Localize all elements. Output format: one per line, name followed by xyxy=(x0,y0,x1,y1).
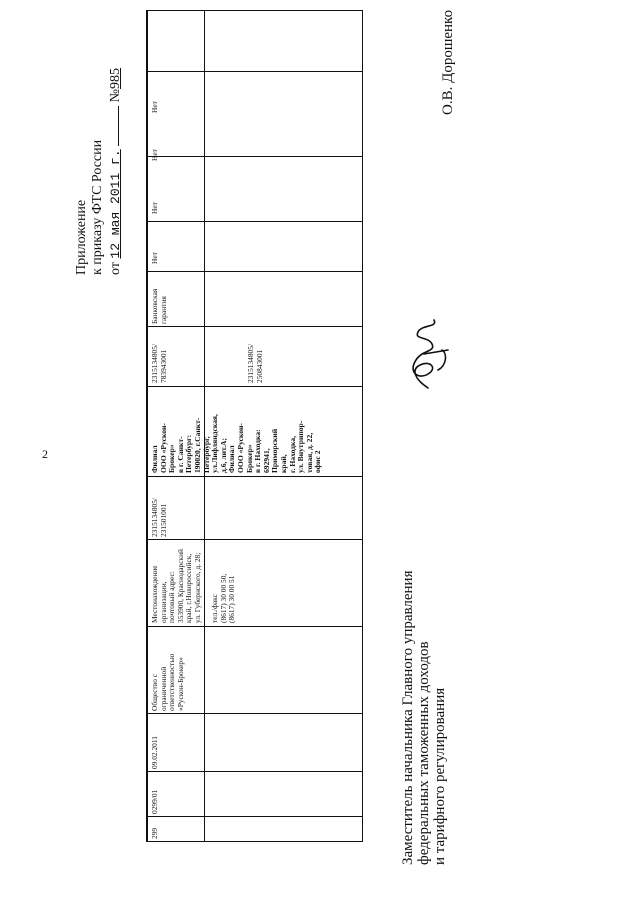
branch-inn-cell-2: 2315134805/ 250843001 xyxy=(246,343,264,383)
date-cell: 09.02.2011 xyxy=(150,736,159,769)
row-separator xyxy=(147,156,362,157)
row-separator xyxy=(147,816,362,817)
order-date-blank xyxy=(106,106,119,146)
no-cell-4: Нет xyxy=(150,101,159,113)
guarantee-cell: Банковская гарантия xyxy=(150,288,168,324)
org-name-cell: Общество с ограниченной ответственностью «Рускон-Брокер» xyxy=(150,653,185,711)
position-line-2: федеральных таможенных доходов xyxy=(416,641,432,865)
index-cell: 299 xyxy=(150,827,159,839)
row-separator xyxy=(147,539,362,540)
no-cell-1: Нет xyxy=(150,252,159,264)
inn-kpp-cell: 2315134805/ 231501001 xyxy=(150,497,168,537)
order-number: 985 xyxy=(108,67,123,89)
branches-cell: Филиал ООО «Рускон- Брокер» в г. Санкт- Петербург: 190020, г.Санкт- Петербург, ул.Лифляндская, д.6, лит.А; Филиал ООО «Рускон- Брокер» в г. Находка: 692941, Приморский край, г. Находка, ул. Внутрипор- товая, д. 22, офис 2 xyxy=(150,414,323,473)
appendix-title: Приложение xyxy=(74,199,89,275)
row-separator xyxy=(147,476,362,477)
order-reference: к приказу ФТС России xyxy=(90,139,105,275)
order-date: 12 мая 2011 г. xyxy=(108,149,123,259)
order-header xyxy=(74,68,124,275)
order-number-prefix: № xyxy=(108,88,123,103)
signer-name: О.В. Дорошенко xyxy=(440,9,456,115)
row-separator xyxy=(147,713,362,714)
signature-image xyxy=(398,310,458,390)
location-cell: Местонахождение организации, почтовый адрес: 353900, Краснодарский край, г.Новороссийск, ул. Губернского, д. 28; тел./факс (8617) 30 00 50, (8617) 30 00 51 xyxy=(150,548,237,623)
row-separator xyxy=(147,71,362,72)
row-separator xyxy=(147,626,362,627)
register-table xyxy=(146,10,363,842)
row-separator xyxy=(147,271,362,272)
order-date-line: от 12 мая 2011 г. №985 xyxy=(108,67,123,275)
row-separator xyxy=(147,326,362,327)
position-line-3: и тарифного регулирования xyxy=(432,687,448,865)
row-separator xyxy=(147,386,362,387)
page-number: 2 xyxy=(42,447,48,461)
signer-position xyxy=(400,571,448,866)
row-separator xyxy=(147,221,362,222)
reg-number-cell: 0299/01 xyxy=(150,789,159,814)
no-cell-3: Нет xyxy=(150,149,159,161)
no-cell-2: Нет xyxy=(150,202,159,214)
branch-inn-cell-1: 2315134805/ 783943001 xyxy=(150,343,168,383)
position-line-1: Заместитель начальника Главного управления xyxy=(400,570,416,865)
row-separator xyxy=(147,771,362,772)
